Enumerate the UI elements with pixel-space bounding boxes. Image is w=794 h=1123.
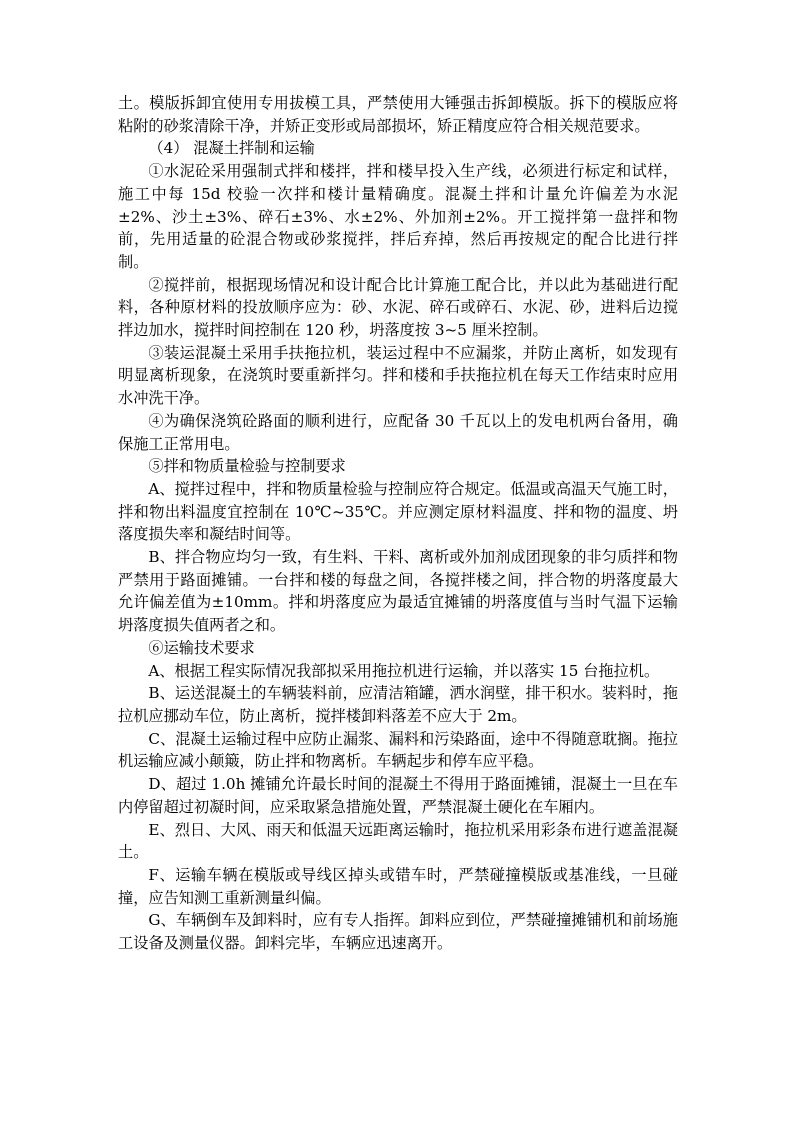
subheading-quality-control: ⑤拌和物质量检验与控制要求 [148, 457, 346, 476]
paragraph-transport-a: A、根据工程实际情况我部拟采用拖拉机进行运输，并以落实 15 台拖拉机。 [148, 661, 660, 680]
paragraph-transport-d: D、超过 1.0h 摊铺允许最长时间的混凝土不得用于路面摊铺，混凝土一旦在车内停留超过初凝时间，应采取紧急措施处置，严禁混凝土硬化在车厢内。 [118, 775, 678, 816]
document-page [118, 92, 678, 955]
paragraph-continuation: 土。模版拆卸宜使用专用拔模工具，严禁使用大锤强击拆卸模版。拆下的模版应将粘附的砂浆清除干净，并矫正变形或局部损坏，矫正精度应符合相关规范要求。 [118, 94, 678, 135]
paragraph-transport-e: E、烈日、大风、雨天和低温天远距离运输时，拖拉机采用彩条布进行遮盖混凝土。 [118, 820, 678, 862]
paragraph-transport-f: F、运输车辆在模版或导线区掉头或错车时，严禁碰撞模版或基准线，一旦碰撞，应告知测工重新测量纠偏。 [118, 865, 678, 907]
section-heading-mixing-transport: （4） 混凝土拌制和运输 [148, 139, 315, 158]
subheading-transport-requirements: ⑥运输技术要求 [148, 638, 255, 657]
paragraph-item-3: ③装运混凝土采用手扶拖拉机，装运过程中不应漏浆，并防止离析，如发现有明显离析现象，在浇筑时要重新拌匀。拌和楼和手扶拖拉机在每天工作结束时应用水冲洗干净。 [118, 343, 678, 408]
paragraph-transport-c: C、混凝土运输过程中应防止漏浆、漏料和污染路面，途中不得随意耽搁。拖拉机运输应减小颠簸，防止拌和物离析。车辆起步和停车应平稳。 [118, 729, 678, 771]
paragraph-transport-g: G、车辆倒车及卸料时，应有专人指挥。卸料应到位，严禁碰撞摊铺机和前场施工设备及测量仪器。卸料完毕，车辆应迅速离开。 [118, 911, 678, 953]
paragraph-transport-b: B、运送混凝土的车辆装料前，应清洁箱罐，洒水润壁，排干积水。装料时，拖拉机应挪动车位，防止离析，搅拌楼卸料落差不应大于 2m。 [118, 684, 678, 725]
paragraph-item-1: ①水泥砼采用强制式拌和楼拌，拌和楼早投入生产线，必须进行标定和试样，施工中每 15d 校验一次拌和楼计量精确度。混凝土拌和计量允许偏差为水泥±2%、沙土±3%、碎石±3%、水±2%、外加剂±2%。开工搅拌第一盘拌和物前，先用适量的砼混合物或砂浆搅拌，拌后弃掉，然后再按规定的配合比进行拌制。 [118, 162, 678, 271]
paragraph-item-2: ②搅拌前，根据现场情况和设计配合比计算施工配合比，并以此为基础进行配料，各种原材料的投放顺序应为：砂、水泥、碎石或碎石、水泥、砂，进料后边搅拌边加水，搅拌时间控制在 120 秒，坍落度按 3~5 厘米控制。 [118, 275, 678, 340]
paragraph-quality-b: B、拌合物应均匀一致，有生料、干料、离析或外加剂成团现象的非匀质拌和物严禁用于路面摊铺。一台拌和楼的每盘之间，各搅拌楼之间，拌合物的坍落度最大允许偏差值为±10mm。拌和坍落度应为最适宜摊铺的坍落度值与当时气温下运输坍落度损失值两者之和。 [118, 548, 678, 635]
paragraph-quality-a: A、搅拌过程中，拌和物质量检验与控制应符合规定。低温或高温天气施工时，拌和物出料温度宜控制在 10℃~35℃。并应测定原材料温度、拌和物的温度、坍落度损失率和凝结时间等。 [118, 479, 678, 544]
paragraph-item-4: ④为确保浇筑砼路面的顺利进行，应配备 30 千瓦以上的发电机两台备用，确保施工正常用电。 [118, 411, 678, 453]
